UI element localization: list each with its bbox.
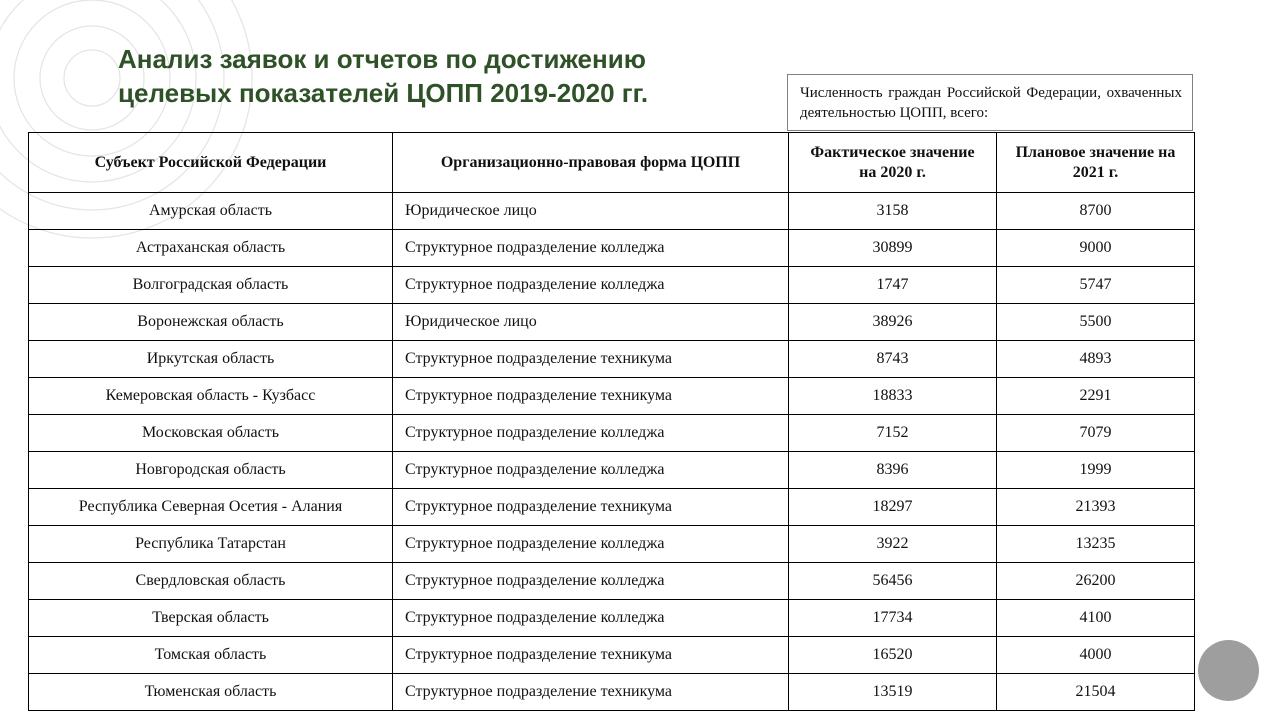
cell-plan: 7079 [997, 415, 1195, 452]
cell-plan: 13235 [997, 526, 1195, 563]
cell-plan: 4000 [997, 637, 1195, 674]
cell-region: Свердловская область [29, 563, 393, 600]
cell-form: Структурное подразделение колледжа [393, 452, 789, 489]
table-header-row [29, 133, 1195, 193]
cell-actual: 8396 [789, 452, 997, 489]
cell-actual: 30899 [789, 230, 997, 267]
cell-form: Юридическое лицо [393, 304, 789, 341]
table-row [29, 489, 1195, 526]
slide-title-line-2: целевых показателей ЦОПП 2019-2020 гг. [118, 78, 649, 108]
cell-actual: 7152 [789, 415, 997, 452]
cell-form: Структурное подразделение техникума [393, 378, 789, 415]
table-row [29, 193, 1195, 230]
header-actual: Фактическое значение на 2020 г. [789, 133, 997, 193]
cell-actual: 16520 [789, 637, 997, 674]
header-plan: Плановое значение на 2021 г. [997, 133, 1195, 193]
slide-title [118, 42, 648, 110]
table-row [29, 674, 1195, 711]
cell-actual: 3158 [789, 193, 997, 230]
cell-plan: 9000 [997, 230, 1195, 267]
cell-form: Структурное подразделение техникума [393, 341, 789, 378]
cell-plan: 26200 [997, 563, 1195, 600]
table-row [29, 452, 1195, 489]
cell-plan: 21504 [997, 674, 1195, 711]
cell-form: Структурное подразделение колледжа [393, 415, 789, 452]
table-row [29, 267, 1195, 304]
cell-region: Астраханская область [29, 230, 393, 267]
cell-region: Волгоградская область [29, 267, 393, 304]
cell-region: Кемеровская область - Кузбасс [29, 378, 393, 415]
cell-form: Структурное подразделение колледжа [393, 267, 789, 304]
cell-actual: 1747 [789, 267, 997, 304]
cell-plan: 5747 [997, 267, 1195, 304]
data-table [28, 132, 1195, 711]
cell-region: Московская область [29, 415, 393, 452]
cell-region: Тверская область [29, 600, 393, 637]
cell-region: Воронежская область [29, 304, 393, 341]
cell-form: Структурное подразделение техникума [393, 674, 789, 711]
cell-region: Республика Татарстан [29, 526, 393, 563]
table-body [29, 193, 1195, 711]
cell-plan: 4893 [997, 341, 1195, 378]
cell-actual: 18833 [789, 378, 997, 415]
cell-plan: 8700 [997, 193, 1195, 230]
cell-region: Томская область [29, 637, 393, 674]
table-row [29, 415, 1195, 452]
table-row [29, 304, 1195, 341]
cell-form: Структурное подразделение колледжа [393, 563, 789, 600]
slide-title-line-1: Анализ заявок и отчетов по достижению [118, 44, 646, 74]
header-note: Численность граждан Российской Федерации, охваченных деятельностью ЦОПП, всего: [787, 74, 1193, 131]
table-row [29, 637, 1195, 674]
cell-region: Амурская область [29, 193, 393, 230]
table-row [29, 378, 1195, 415]
cell-plan: 4100 [997, 600, 1195, 637]
cell-form: Структурное подразделение техникума [393, 637, 789, 674]
cell-actual: 17734 [789, 600, 997, 637]
cell-actual: 13519 [789, 674, 997, 711]
table-row [29, 563, 1195, 600]
cell-plan: 2291 [997, 378, 1195, 415]
cell-form: Структурное подразделение колледжа [393, 230, 789, 267]
cell-actual: 3922 [789, 526, 997, 563]
cell-plan: 5500 [997, 304, 1195, 341]
header-form: Организационно-правовая форма ЦОПП [393, 133, 789, 193]
table-row [29, 600, 1195, 637]
table-row [29, 230, 1195, 267]
cell-region: Тюменская область [29, 674, 393, 711]
cell-actual: 18297 [789, 489, 997, 526]
cell-form: Структурное подразделение колледжа [393, 600, 789, 637]
cell-form: Структурное подразделение техникума [393, 489, 789, 526]
table-row [29, 341, 1195, 378]
cell-region: Республика Северная Осетия - Алания [29, 489, 393, 526]
cell-actual: 8743 [789, 341, 997, 378]
cell-actual: 56456 [789, 563, 997, 600]
cell-actual: 38926 [789, 304, 997, 341]
cell-plan: 21393 [997, 489, 1195, 526]
cell-form: Структурное подразделение колледжа [393, 526, 789, 563]
header-region: Субъект Российской Федерации [29, 133, 393, 193]
cell-plan: 1999 [997, 452, 1195, 489]
decorative-circle [1198, 640, 1259, 701]
table-row [29, 526, 1195, 563]
cell-region: Новгородская область [29, 452, 393, 489]
cell-region: Иркутская область [29, 341, 393, 378]
cell-form: Юридическое лицо [393, 193, 789, 230]
